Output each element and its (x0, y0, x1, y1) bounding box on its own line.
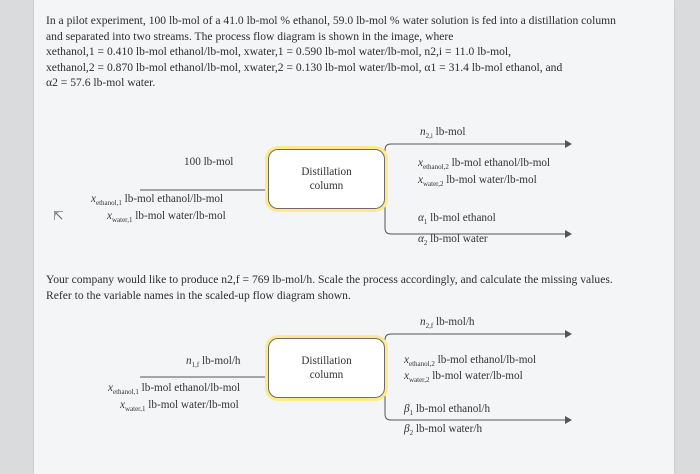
problem-line-4: xethanol,2 = 0.870 lb-mol ethanol/lb-mol, xwater,2 = 0.130 lb-mol water/lb-mol, α1 = 31.4 lb-mol ethanol, and (46, 60, 563, 74)
top-arrow-2 (565, 330, 572, 338)
column-label-line1: Distillation (301, 355, 352, 367)
scale-line-2: Refer to the variable names in the scaled-up flow diagram shown. (46, 288, 351, 302)
problem-line-2: and separated into two streams. The process flow diagram is shown in the image, where (46, 29, 454, 43)
problem-line-3: xethanol,1 = 0.410 lb-mol ethanol/lb-mol, xwater,1 = 0.590 lb-mol water/lb-mol, n2,i = 11.0 lb-mol, (46, 45, 512, 58)
scale-statement (46, 272, 666, 303)
x-ethanol-1f-label: $x_{ethanol,1}$ lb-mol ethanol/lb-mol (108, 382, 241, 397)
mouse-cursor-icon: ⇱ (53, 208, 64, 223)
x-water-2f-label: $x_{water,2}$ lb-mol water/lb-mol (404, 370, 523, 385)
top-flow-2-units: lb-mol/h (435, 316, 475, 328)
x-ethanol-1-units: lb-mol ethanol/lb-mol (124, 193, 224, 205)
x-ethanol-2-units: lb-mol ethanol/lb-mol (451, 157, 551, 169)
column-label-line1: Distillation (301, 166, 352, 178)
top-flow-1: $n_{2,i}$ lb-mol (420, 126, 466, 141)
bottom-water-2: $\beta_2$ lb-mol water/h (404, 423, 483, 438)
feed-amount-1: 100 lb-mol (184, 156, 234, 168)
bottom-water-1-units: lb-mol water (430, 233, 488, 245)
x-water-1f-label: $x_{water,1}$ lb-mol water/lb-mol (120, 399, 239, 414)
bottom-water-1: $\alpha_2$ lb-mol water (418, 233, 488, 248)
x-water-2-label: $x_{water,2}$ lb-mol water/lb-mol (418, 174, 537, 189)
column-label-line2: column (309, 180, 344, 192)
problem-line-5: α2 = 57.6 lb-mol water. (46, 76, 156, 89)
top-arrow-1 (565, 140, 572, 148)
bottom-ethanol-1: $\alpha_1$ lb-mol ethanol (418, 212, 496, 227)
x-ethanol-2f-units: lb-mol ethanol/lb-mol (437, 354, 537, 366)
x-water-2f-units: lb-mol water/lb-mol (432, 370, 523, 382)
top-flow-1-units: lb-mol (435, 126, 466, 138)
scale-line-1: Your company would like to produce n2,f = 769 lb-mol/h. Scale the process accordingly, and calculate the missing values. (46, 273, 613, 286)
x-water-1-label: $x_{water,1}$ lb-mol water/lb-mol (107, 210, 226, 225)
feed-flow-2: $n_{1,f}$ lb-mol/h (186, 355, 241, 370)
bottom-ethanol-1-units: lb-mol ethanol (430, 212, 496, 224)
x-ethanol-2f-label: $x_{ethanol,2}$ lb-mol ethanol/lb-mol (404, 354, 537, 369)
bottom-water-2-units: lb-mol water/h (415, 423, 483, 435)
x-ethanol-1-label: $x_{ethanol,1}$ lb-mol ethanol/lb-mol (91, 193, 224, 208)
bottom-ethanol-2: $\beta_1$ lb-mol ethanol/h (404, 403, 491, 418)
top-flow-2: $n_{2,f}$ lb-mol/h (420, 316, 475, 331)
bottom-arrow-1 (565, 230, 572, 238)
distillation-column-1 (268, 149, 385, 209)
x-water-2-units: lb-mol water/lb-mol (446, 174, 537, 186)
x-water-1f-units: lb-mol water/lb-mol (148, 399, 239, 411)
x-ethanol-1f-units: lb-mol ethanol/lb-mol (141, 382, 241, 394)
column-label-line2: column (309, 369, 344, 381)
bottom-ethanol-2-units: lb-mol ethanol/h (415, 403, 491, 415)
bottom-arrow-2 (565, 416, 572, 424)
problem-line-1: In a pilot experiment, 100 lb-mol of a 41.0 lb-mol % ethanol, 59.0 lb-mol % water solution is fed into a distillation column (46, 14, 616, 27)
x-water-1-units: lb-mol water/lb-mol (135, 210, 226, 222)
distillation-column-2 (268, 338, 385, 398)
feed-flow-2-units: lb-mol/h (201, 355, 241, 367)
x-ethanol-2-label: $x_{ethanol,2}$ lb-mol ethanol/lb-mol (418, 157, 551, 172)
